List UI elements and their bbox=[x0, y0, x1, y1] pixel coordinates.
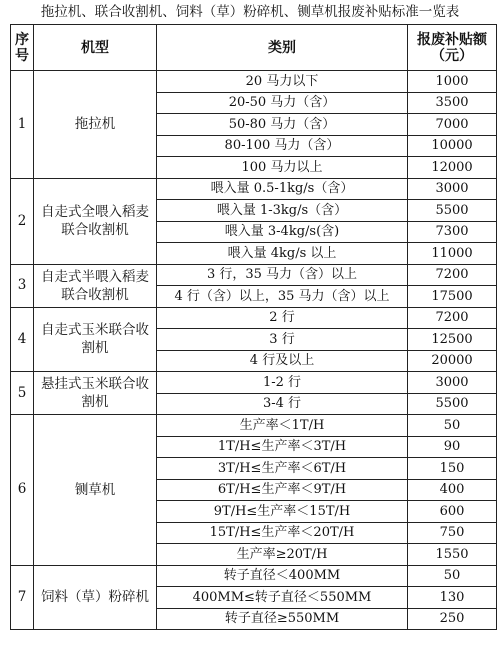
category-cell: 转子直径≥550MM bbox=[157, 608, 408, 630]
group-index: 6 bbox=[11, 415, 34, 566]
category-cell: 9T/H≤生产率＜15T/H bbox=[157, 501, 408, 523]
page-title: 拖拉机、联合收割机、饲料（草）粉碎机、铡草机报废补贴标准一览表 bbox=[40, 4, 460, 20]
category-cell: 生产率≥20T/H bbox=[157, 544, 408, 566]
header-row bbox=[11, 25, 497, 71]
header-subsidy: 报废补贴额（元） bbox=[408, 25, 497, 71]
subsidy-amount-cell: 1550 bbox=[408, 544, 497, 566]
category-cell: 80-100 马力（含） bbox=[157, 135, 408, 157]
header-category: 类别 bbox=[157, 25, 408, 71]
subsidy-amount-cell: 750 bbox=[408, 522, 497, 544]
table-row bbox=[11, 264, 497, 286]
machine-type: 拖拉机 bbox=[34, 71, 157, 179]
header-model: 机型 bbox=[34, 25, 157, 71]
machine-type: 饲料（草）粉碎机 bbox=[34, 565, 157, 630]
subsidy-amount-cell: 150 bbox=[408, 458, 497, 480]
subsidy-amount-cell: 20000 bbox=[408, 350, 497, 372]
subsidy-amount-cell: 12500 bbox=[408, 329, 497, 351]
machine-type: 铡草机 bbox=[34, 415, 157, 566]
table-row bbox=[11, 372, 497, 394]
subsidy-amount-cell: 50 bbox=[408, 415, 497, 437]
subsidy-amount-cell: 7000 bbox=[408, 114, 497, 136]
subsidy-amount-cell: 130 bbox=[408, 587, 497, 609]
category-cell: 喂入量 1-3kg/s（含） bbox=[157, 200, 408, 222]
category-cell: 喂入量 0.5-1kg/s（含） bbox=[157, 178, 408, 200]
subsidy-amount-cell: 5500 bbox=[408, 393, 497, 415]
group-index: 2 bbox=[11, 178, 34, 264]
subsidy-amount-cell: 3000 bbox=[408, 372, 497, 394]
subsidy-amount-cell: 17500 bbox=[408, 286, 497, 308]
category-cell: 20-50 马力（含） bbox=[157, 92, 408, 114]
category-cell: 20 马力以下 bbox=[157, 71, 408, 93]
category-cell: 100 马力以上 bbox=[157, 157, 408, 179]
group-index: 1 bbox=[11, 71, 34, 179]
subsidy-amount-cell: 600 bbox=[408, 501, 497, 523]
table-row bbox=[11, 415, 497, 437]
machine-type: 悬挂式玉米联合收割机 bbox=[34, 372, 157, 415]
category-cell: 15T/H≤生产率＜20T/H bbox=[157, 522, 408, 544]
header-index: 序号 bbox=[11, 25, 34, 71]
subsidy-amount-cell: 11000 bbox=[408, 243, 497, 265]
category-cell: 6T/H≤生产率＜9T/H bbox=[157, 479, 408, 501]
category-cell: 50-80 马力（含） bbox=[157, 114, 408, 136]
category-cell: 喂入量 4kg/s 以上 bbox=[157, 243, 408, 265]
table-header bbox=[11, 25, 497, 71]
machine-type: 自走式半喂入稻麦联合收割机 bbox=[34, 264, 157, 307]
table-body bbox=[11, 71, 497, 630]
subsidy-amount-cell: 7200 bbox=[408, 264, 497, 286]
group-index: 3 bbox=[11, 264, 34, 307]
category-cell: 1-2 行 bbox=[157, 372, 408, 394]
group-index: 5 bbox=[11, 372, 34, 415]
category-cell: 1T/H≤生产率＜3T/H bbox=[157, 436, 408, 458]
category-cell: 400MM≤转子直径＜550MM bbox=[157, 587, 408, 609]
table-row bbox=[11, 71, 497, 93]
subsidy-amount-cell: 400 bbox=[408, 479, 497, 501]
category-cell: 4 行及以上 bbox=[157, 350, 408, 372]
subsidy-amount-cell: 250 bbox=[408, 608, 497, 630]
machine-type: 自走式玉米联合收割机 bbox=[34, 307, 157, 372]
table-row bbox=[11, 565, 497, 587]
machine-type: 自走式全喂入稻麦联合收割机 bbox=[34, 178, 157, 264]
subsidy-amount-cell: 5500 bbox=[408, 200, 497, 222]
subsidy-amount-cell: 12000 bbox=[408, 157, 497, 179]
subsidy-amount-cell: 3500 bbox=[408, 92, 497, 114]
subsidy-amount-cell: 90 bbox=[408, 436, 497, 458]
category-cell: 3T/H≤生产率＜6T/H bbox=[157, 458, 408, 480]
category-cell: 3 行，35 马力（含）以上 bbox=[157, 264, 408, 286]
category-cell: 4 行（含）以上，35 马力（含）以上 bbox=[157, 286, 408, 308]
subsidy-amount-cell: 50 bbox=[408, 565, 497, 587]
subsidy-table bbox=[10, 24, 497, 630]
subsidy-amount-cell: 7200 bbox=[408, 307, 497, 329]
table-row bbox=[11, 307, 497, 329]
category-cell: 3 行 bbox=[157, 329, 408, 351]
category-cell: 生产率＜1T/H bbox=[157, 415, 408, 437]
category-cell: 2 行 bbox=[157, 307, 408, 329]
category-cell: 3-4 行 bbox=[157, 393, 408, 415]
subsidy-amount-cell: 10000 bbox=[408, 135, 497, 157]
group-index: 4 bbox=[11, 307, 34, 372]
group-index: 7 bbox=[11, 565, 34, 630]
table-row bbox=[11, 178, 497, 200]
subsidy-amount-cell: 1000 bbox=[408, 71, 497, 93]
category-cell: 喂入量 3-4kg/s(含) bbox=[157, 221, 408, 243]
category-cell: 转子直径＜400MM bbox=[157, 565, 408, 587]
subsidy-amount-cell: 7300 bbox=[408, 221, 497, 243]
subsidy-amount-cell: 3000 bbox=[408, 178, 497, 200]
